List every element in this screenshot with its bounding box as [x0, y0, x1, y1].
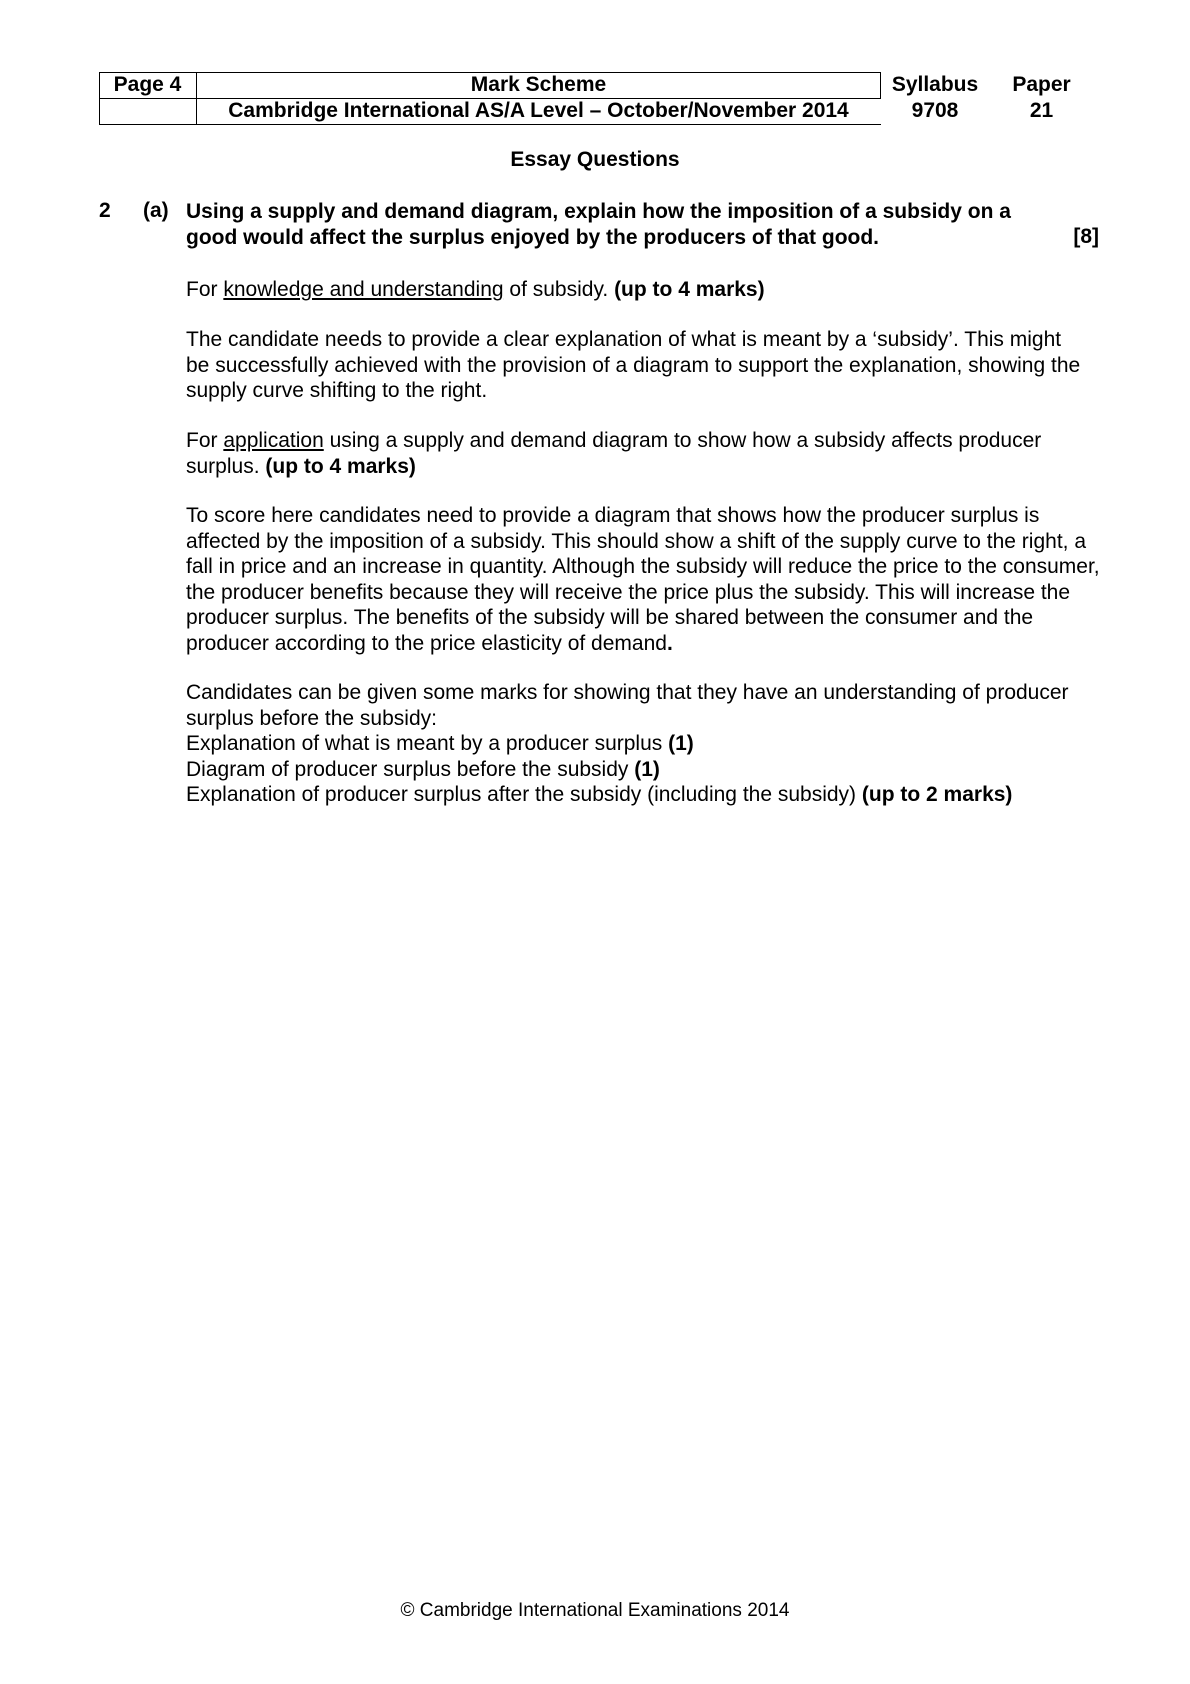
marks-breakdown	[186, 680, 1086, 808]
diagram-scoring-paragraph: To score here candidates need to provide a diagram that shows how the producer surplus is affected by the imposition of a subsidy. This should show a shift of the supply curve to the right, a fall in price and an increase in quantity. Although the subsidy will reduce the price to the consumer, the producer benefits because they will receive the price plus the subsidy. This will increase the producer surplus. The benefits of the subsidy will be shared between the consumer and the producer according to the price elasticity of demand.	[186, 504, 1100, 655]
question-number: 2	[99, 199, 111, 222]
marks-item: Diagram of producer surplus before the subsidy (1)	[186, 757, 660, 781]
header-table	[99, 72, 1099, 125]
marks-intro: Candidates can be given some marks for showing that they have an understanding of producer surplus before the subsidy:	[186, 681, 1069, 730]
question-text: Using a supply and demand diagram, explain how the imposition of a subsidy on a good would affect the surplus enjoyed by the producers of that good.	[186, 200, 1011, 249]
document-title: Mark Scheme	[470, 73, 607, 96]
question-part: (a)	[143, 199, 169, 222]
page-number: Page 4	[113, 73, 182, 96]
application-term: application	[223, 429, 324, 452]
syllabus-label: Syllabus	[891, 73, 979, 96]
marks-item: Explanation of what is meant by a producer surplus (1)	[186, 732, 694, 755]
knowledge-paragraph: For knowledge and understanding of subsidy. (up to 4 marks)	[186, 278, 765, 301]
paper-code: 21	[1029, 99, 1054, 122]
application-paragraph: For application using a supply and demand diagram to show how a subsidy affects producer surplus. (up to 4 marks)	[186, 429, 1042, 478]
marks-item: Explanation of producer surplus after the subsidy (including the subsidy) (up to 2 marks)	[186, 783, 1013, 806]
document-subtitle: Cambridge International AS/A Level – October/November 2014	[228, 99, 849, 122]
paper-label: Paper	[1012, 73, 1071, 96]
question-marks: [8]	[1073, 225, 1099, 248]
copyright-footer: © Cambridge International Examinations 2014	[400, 1600, 790, 1621]
knowledge-term: knowledge and understanding	[223, 278, 504, 301]
section-title: Essay Questions	[510, 148, 680, 171]
syllabus-code: 9708	[911, 99, 959, 122]
subsidy-explanation-paragraph: The candidate needs to provide a clear explanation of what is meant by a ‘subsidy’. This might be successfully achieved with the provision of a diagram to support the explanation, showing the supply curve shifting to the right.	[186, 328, 1081, 402]
